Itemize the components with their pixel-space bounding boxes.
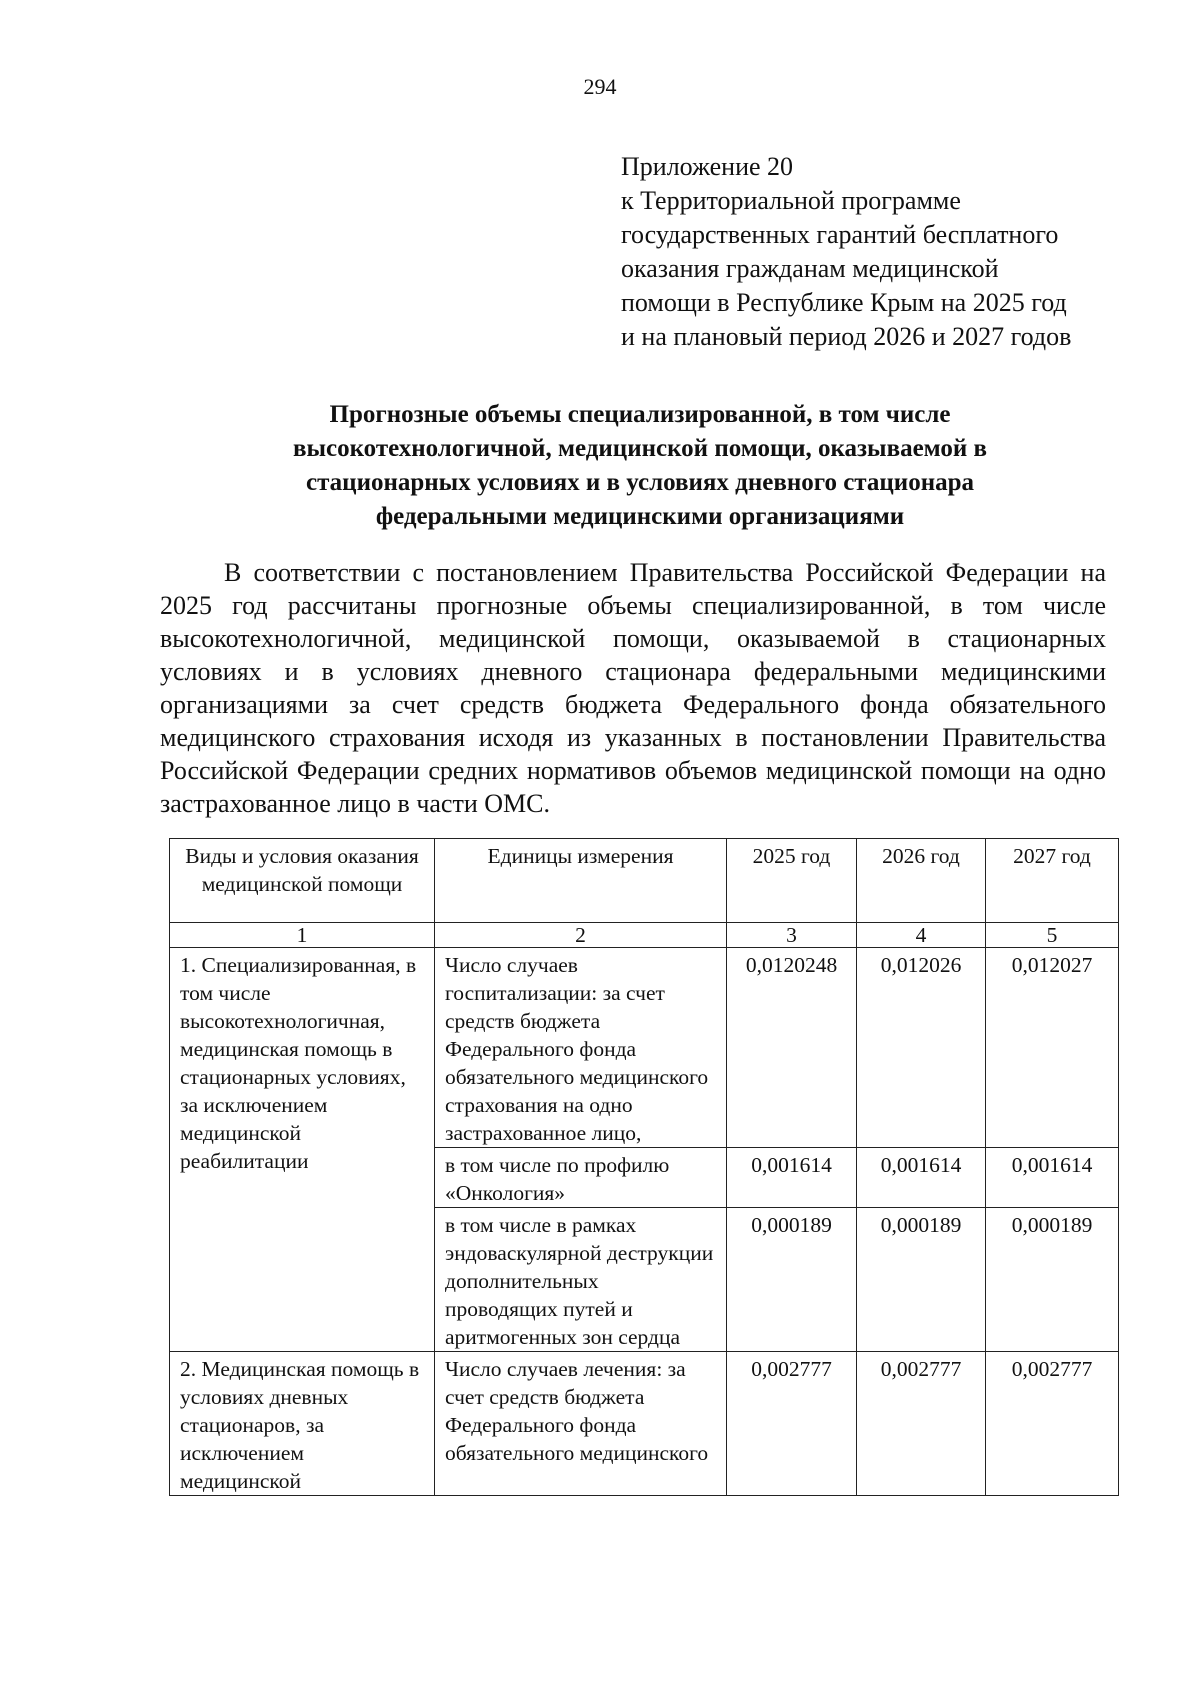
body-paragraph: В соответствии с постановлением Правительства Российской Федерации на 2025 год рассчитаны прогнозные объемы специализированной, в том числе высокотехнологичной, медицинской помощи, оказываемой в стационарных условиях и в условиях дневного стационара федеральными медицинскими организациями за счет средств бюджета Федерального фонда обязательного медицинского страхования исходя из указанных в постановлении Правительства Российской Федерации средних нормативов объемов медицинской помощи на одно застрахованное лицо в части ОМС. bbox=[160, 558, 1106, 818]
unit-cell: в том числе в рамках эндоваскулярной деструкции дополнительных проводящих путей и аритмогенных зон сердца bbox=[435, 1208, 727, 1352]
value-2026: 0,002777 bbox=[857, 1352, 986, 1496]
annex-line: к Территориальной программе bbox=[621, 186, 961, 215]
header-cell: 2025 год bbox=[727, 839, 857, 923]
title-line: федеральными медицинскими организациями bbox=[375, 503, 905, 530]
column-number: 1 bbox=[170, 923, 435, 948]
document-title bbox=[160, 398, 1120, 534]
column-number: 4 bbox=[857, 923, 986, 948]
table-row bbox=[170, 1352, 1119, 1496]
annex-line: помощи в Республике Крым на 2025 год bbox=[621, 288, 1067, 317]
value-2027: 0,002777 bbox=[986, 1352, 1119, 1496]
unit-cell: в том числе по профилю «Онкология» bbox=[435, 1148, 727, 1208]
value-2025: 0,000189 bbox=[727, 1208, 857, 1352]
column-number: 2 bbox=[435, 923, 727, 948]
care-type-cell: 2. Медицинская помощь в условиях дневных стационаров, за исключением медицинской bbox=[170, 1352, 435, 1496]
title-line: высокотехнологичной, медицинской помощи, оказываемой в bbox=[292, 435, 988, 462]
title-line: Прогнозные объемы специализированной, в том числе bbox=[329, 401, 951, 428]
header-cell: Единицы измерения bbox=[435, 839, 727, 923]
value-2025: 0,002777 bbox=[727, 1352, 857, 1496]
table-header-row bbox=[170, 839, 1119, 923]
header-cell: 2027 год bbox=[986, 839, 1119, 923]
care-type-cell: 1. Специализированная, в том числе высокотехнологичная, медицинская помощь в стационарных условиях, за исключением медицинской реабилитации bbox=[170, 948, 435, 1352]
unit-cell: Число случаев лечения: за счет средств бюджета Федерального фонда обязательного медицинского bbox=[435, 1352, 727, 1496]
column-number: 5 bbox=[986, 923, 1119, 948]
annex-line: и на плановый период 2026 и 2027 годов bbox=[621, 322, 1072, 351]
value-2027: 0,012027 bbox=[986, 948, 1119, 1148]
annex-line: государственных гарантий бесплатного bbox=[621, 220, 1059, 249]
header-cell: Виды и условия оказания медицинской помощи bbox=[170, 839, 435, 923]
column-number-row bbox=[170, 923, 1119, 948]
value-2026: 0,012026 bbox=[857, 948, 986, 1148]
annex-line: Приложение 20 bbox=[621, 152, 794, 181]
unit-cell: Число случаев госпитализации: за счет средств бюджета Федерального фонда обязательного медицинского страхования на одно застрахованное лицо, bbox=[435, 948, 727, 1148]
table-row bbox=[170, 948, 1119, 1148]
column-number: 3 bbox=[727, 923, 857, 948]
annex-header bbox=[621, 150, 1181, 354]
value-2027: 0,000189 bbox=[986, 1208, 1119, 1352]
value-2026: 0,001614 bbox=[857, 1148, 986, 1208]
annex-line: оказания гражданам медицинской bbox=[621, 254, 999, 283]
value-2027: 0,001614 bbox=[986, 1148, 1119, 1208]
volumes-table bbox=[169, 838, 1119, 1496]
value-2025: 0,0120248 bbox=[727, 948, 857, 1148]
value-2026: 0,000189 bbox=[857, 1208, 986, 1352]
title-line: стационарных условиях и в условиях дневного стационара bbox=[305, 469, 975, 496]
value-2025: 0,001614 bbox=[727, 1148, 857, 1208]
page-number: 294 bbox=[583, 74, 617, 99]
header-cell: 2026 год bbox=[857, 839, 986, 923]
